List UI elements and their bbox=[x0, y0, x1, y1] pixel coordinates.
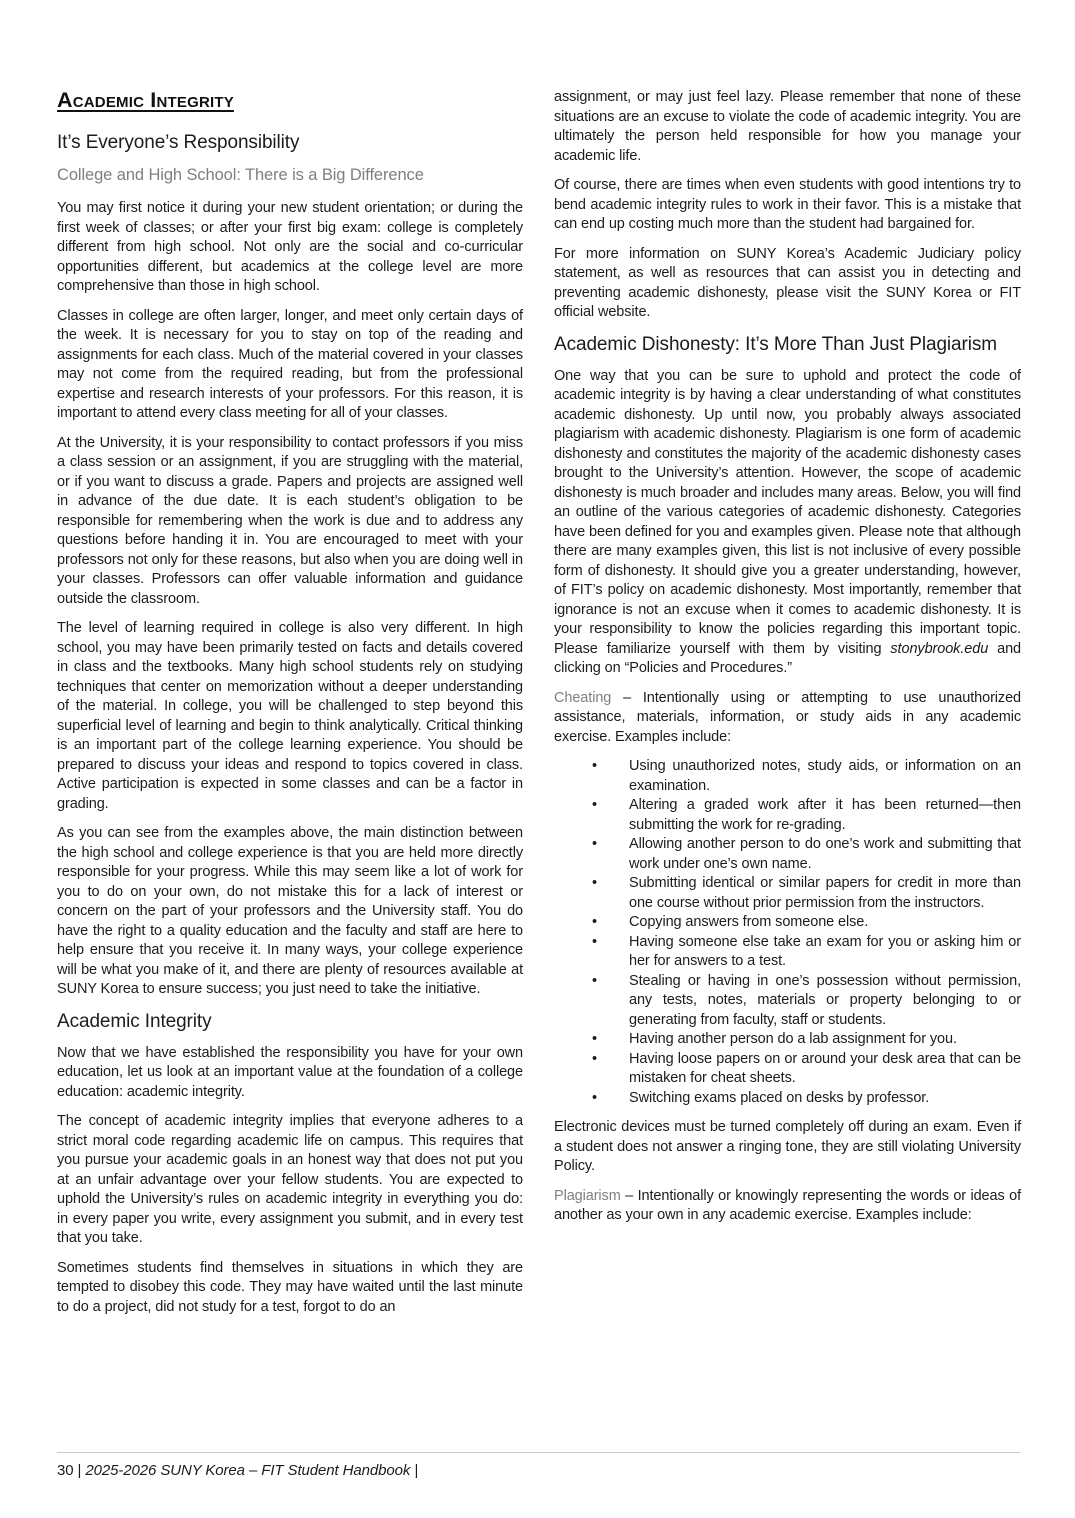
paragraph-one-way-text: One way that you can be sure to uphold and protect the code of academic integrity is by having a clear understanding of what constitutes academic dishonesty. Up until now, you probably always associated plagiarism with academic dishonesty. Plagiarism is one form of academic dishonesty and constitutes the majority of the academic dishonesty cases brought to the University’s attention. However, the scope of academic dishonesty is much broader and includes many areas. Below, you will find an outline of the various categories of academic dishonesty. Categories have been defined for you and examples given. Please note that although there are many examples given, this list is not inclusive of every possible form of dishonesty. It should give you a greater understanding, however, of FIT’s policy on academic dishonesty. Most importantly, remember that ignorance is not an excuse when it comes to academic dishonesty. It is your responsibility to know the policies regarding this important topic. Please familiarize yourself with them by visiting bbox=[554, 367, 1021, 657]
bullet-item: • Submitting identical or similar papers for credit in more than one course without prior permission from the instructors. bbox=[629, 874, 1021, 913]
paragraph-university-responsibility: At the University, it is your responsibility to contact professors if you miss a class session or an assignment, if you are struggling with the material, or if you want to discuss a grade. Papers and projects are assigned well in advance of the due date. It is each student’s obligation to be responsible for remembering when the work is due and to address any questions before handing it in. You are encouraged to meet with your professors not only for these reasons, but also when you are doing well in your classes. Professors can offer valuable information and guidance outside the classroom. bbox=[57, 434, 523, 607]
paragraph-more-information: For more information on SUNY Korea’s Academic Judiciary policy statement, as well as resources that can assist you in detecting and preventing academic dishonesty, please visit the SUNY Korea or FIT official website. bbox=[554, 245, 1021, 320]
bullet-item: • Having someone else take an exam for you or asking him or her for answers to a test. bbox=[629, 933, 1021, 972]
page-title: Academic Integrity bbox=[57, 88, 234, 112]
paragraph-of-course: Of course, there are times when even students with good intentions try to bend academic integrity rules to work in their favor. This is a mistake that can end up costing much more than the student had bargained for. bbox=[554, 177, 1021, 232]
bullet-item: • Copying answers from someone else. bbox=[629, 913, 1021, 933]
paragraph-main-distinction: As you can see from the examples above, the main distinction between the high school and college experience is that you are held more directly responsible for your progress. While this may seem like a lot of work for you to do on your own, do not mistake this for a lack of interest or concern on the part of your professors and the University staff. You do have the right to a quality education and the faculty and staff are here to help ensure that you receive it. In many ways, your college experience will be what you make of it, and there are plenty of resources available at SUNY Korea to ensure success; you just need to take the initiative. bbox=[57, 825, 523, 997]
stonybrook-link-text: stonybrook.edu bbox=[890, 640, 989, 657]
paragraph-sometimes-students: Sometimes students find themselves in situations in which they are tempted to disobey this code. They may have waited until the last minute to do a project, did not study for a test, forgot to do an bbox=[57, 1259, 523, 1315]
right-column bbox=[554, 88, 1021, 1327]
bullet-item: • Having loose papers on or around your desk area that can be mistaken for cheat sheets. bbox=[629, 1050, 1021, 1089]
paragraph-plagiarism-definition bbox=[554, 1187, 1021, 1226]
paragraph-assignment-lazy: assignment, or may just feel lazy. Please remember that none of these situations are an excuse to violate the code of academic integrity. You are ultimately the person held responsible for how you manage your academic life. bbox=[554, 89, 1021, 164]
bullet-item: • Allowing another person to do one’s work and submitting that work under one’s own name. bbox=[629, 835, 1021, 874]
paragraph-one-way bbox=[554, 367, 1021, 679]
page-footer bbox=[57, 1452, 1020, 1479]
subheading-college-vs-high-school: College and High School: There is a Big Difference bbox=[57, 166, 424, 184]
paragraph-level-of-learning: The level of learning required in college is also very different. In high school, you may have been primarily tested on facts and details covered in class and the textbooks. Many high school students rely on studying techniques that center on memorization without a deeper understanding of the material. In college, you will be challenged to step beyond this superficial level of learning and begin to think analytically. Critical thinking is an important part of the college learning experience. You should be prepared to discuss your ideas and respond to topics covered in class. Active participation is expected in some classes and can be a factor in grading. bbox=[57, 620, 523, 812]
left-column bbox=[57, 88, 523, 1327]
heading-everyones-responsibility: It’s Everyone’s Responsibility bbox=[57, 132, 300, 153]
bullet-item: • Using unauthorized notes, study aids, or information on an examination. bbox=[629, 757, 1021, 796]
bullet-item: • Switching exams placed on desks by professor. bbox=[629, 1089, 1021, 1109]
term-plagiarism: Plagiarism bbox=[554, 1187, 621, 1204]
paragraph-now-that: Now that we have established the responsibility you have for your own education, let us look at an important value at the foundation of a college education: academic integrity. bbox=[57, 1044, 523, 1100]
bullet-item: • Stealing or having in one’s possession without permission, any tests, notes, materials or property belonging to or generating from faculty, staff or students. bbox=[629, 972, 1021, 1031]
heading-academic-dishonesty: Academic Dishonesty: It’s More Than Just Plagiarism bbox=[554, 333, 997, 355]
handbook-title: 2025-2026 SUNY Korea – FIT Student Handbook | bbox=[85, 1462, 419, 1479]
paragraph-classes-in-college: Classes in college are often larger, longer, and meet only certain days of the week. It is necessary for you to stay on top of the reading and assignments for each class. Much of the material covered in your classes may not come from the required reading, but from the professional expertise and research interests of your professors. For this reason, it is important to attend every class meeting for all of your classes. bbox=[57, 307, 523, 421]
paragraph-cheating-definition bbox=[554, 689, 1021, 748]
cheating-definition-text: – Intentionally using or attempting to use unauthorized assistance, materials, information, or study aids in any academic exercise. Examples include: bbox=[554, 689, 1021, 745]
bullet-item: • Having another person do a lab assignment for you. bbox=[629, 1030, 1021, 1050]
term-cheating: Cheating bbox=[554, 689, 612, 706]
heading-academic-integrity: Academic Integrity bbox=[57, 1010, 212, 1032]
plagiarism-definition-text: – Intentionally or knowingly representing the words or ideas of another as your own in any academic exercise. Examples include: bbox=[554, 1187, 1021, 1223]
cheating-examples-list bbox=[554, 757, 1021, 1108]
paragraph-orientation: You may first notice it during your new student orientation; or during the first week of classes; or after your first big exam: college is completely different from high school. Not only are the social and co-curricular opportunities different, but academics at the college level are more comprehensive than those in high school. bbox=[57, 200, 523, 294]
page-number: 30 | bbox=[57, 1462, 86, 1479]
bullet-item: • Altering a graded work after it has been returned—then submitting the work for re-grading. bbox=[629, 796, 1021, 835]
paragraph-electronic-devices: Electronic devices must be turned completely off during an exam. Even if a student does not answer a ringing tone, they are still violating University Policy. bbox=[554, 1119, 1021, 1174]
paragraph-one-way-end: and clicking on “Policies and Procedures.” bbox=[554, 640, 1022, 676]
paragraph-concept-of-integrity: The concept of academic integrity implies that everyone adheres to a strict moral code regarding academic life on campus. This requires that you pursue your academic goals in an honest way that does not put you at an unfair advantage over your fellow students. You are expected to uphold the University’s rules on academic integrity in everything you do: in every paper you write, every assignment you submit, and in every test that you take. bbox=[57, 1113, 523, 1246]
